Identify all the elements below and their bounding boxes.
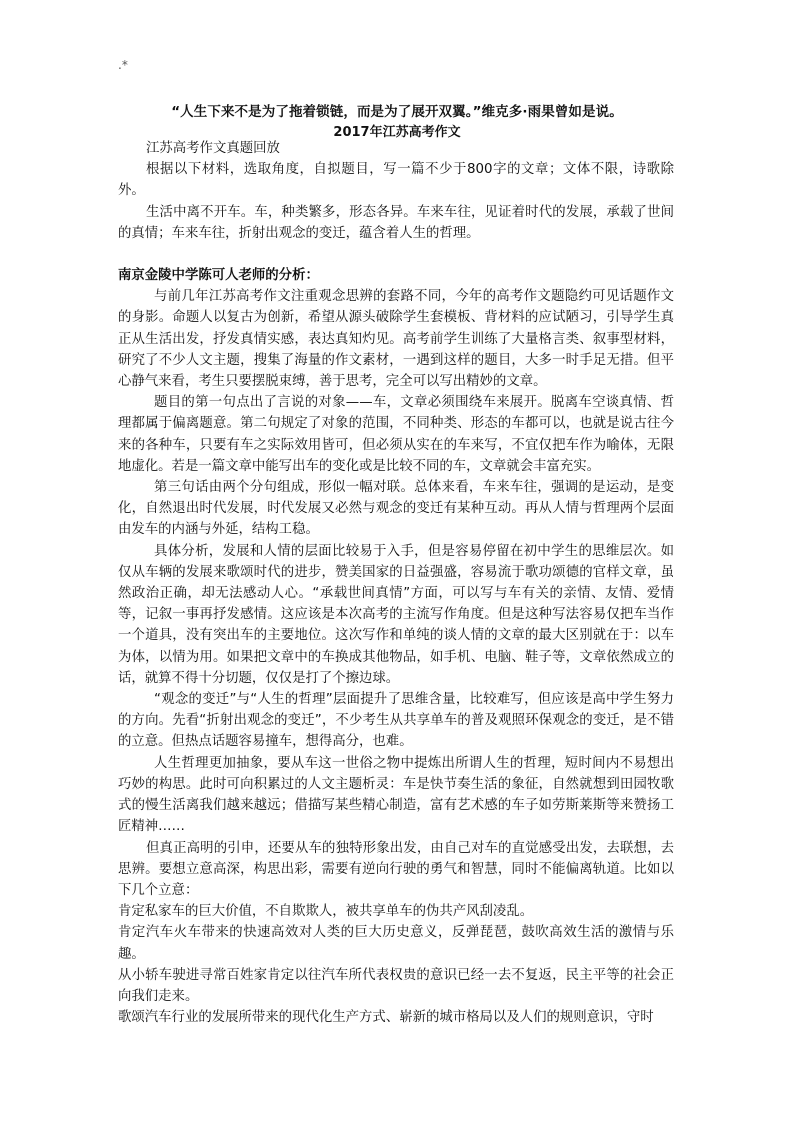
spacer: [118, 244, 674, 265]
idea-item: 从小轿车驶进寻常百姓家肯定以往汽车所代表权贵的意识已经一去不复返，民主平等的社会正向我们走来。: [118, 967, 674, 1004]
document-title: 2017年江苏高考作文: [333, 125, 461, 140]
corner-mark: .*: [118, 58, 128, 72]
analysis-paragraph: 但真正高明的引申，还要从车的独特形象出发，由自己对车的直觉感受出发，去联想，去思辨。要想立意高深，构思出彩，需要有逆向行驶的勇气和智慧，同时不能偏离轨道。比如以下几个立意：: [118, 840, 674, 898]
analysis-paragraph: 第三句话由两个分句组成，形似一幅对联。总体来看，车来车往，强调的是运动，是变化，自然退出时代发展，时代发展又必然与观念的变迁有某种互动。再从人情与哲理两个层面由发车的内涵与外延，结构工稳。: [118, 480, 674, 538]
analysis-paragraph: 题目的第一句点出了言说的对象——车，文章必须围绕车来展开。脱离车空谈真情、哲理都属于偏离题意。第二句规定了对象的范围，不同种类、形态的车都可以，也就是说古往今来的各种车，只要有车之实际效用皆可，但必须从实在的车来写，不宜仅把车作为喻体，无限地虚化。若是一篇文章中能写出车的变化或是比较不同的车，文章就会丰富充实。: [118, 395, 674, 474]
analysis-paragraph: 人生哲理更加抽象，要从车这一世俗之物中提炼出所谓人生的哲理，短时间内不易想出巧妙的构思。此时可向积累过的人文主题析灵：车是快节奏生活的象征，自然就想到田园牧歌式的慢生活离我们越来越远；借描写某些精心制造，富有艺术感的车子如劳斯莱斯等来赞扬工匠精神……: [118, 755, 674, 835]
analysis-paragraph: 具体分析，发展和人情的层面比较易于入手，但是容易停留在初中学生的思维层次。如仅从车辆的发展来歌颂时代的进步，赞美国家的日益强盛，容易流于歌功颂德的官样文章，虽然政治正确，却无法感动人心。“承载世间真情”方面，可以写与车有关的亲情、友情、爱情等，记叙一事再抒发感情。这应该是本次高考的主流写作角度。但是这种写法容易仅把车当作一个道具，没有突出车的主要地位。这次写作和单纯的谈人情的文章的最大区别就在于：以车为体，以情为用。如果把文章中的车换成其他物品，如手机、电脑、鞋子等，文章依然成立的话，就算不得十分切题，仅仅是打了个擦边球。: [118, 543, 674, 686]
idea-item: 肯定私家车的巨大价值，不自欺欺人，被共享单车的伪共产风刮凌乱。: [118, 904, 534, 920]
idea-item: 肯定汽车火车带来的快速高效对人类的巨大历史意义，反弹琵琶，鼓吹高效生活的激情与乐趣。: [118, 925, 674, 962]
section-subtitle: 江苏高考作文真题回放: [146, 141, 280, 156]
analysis-paragraph: “观念的变迁”与“人生的哲理”层面提升了思维含量，比较难写，但应该是高中学生努力的方向。先看“折射出观念的变迁”，不少考生从共享单车的普及观照环保观念的变迁，是不错的立意。但热点话题容易撞车，想得高分，也难。: [118, 692, 674, 750]
prompt-instructions: 根据以下材料，选取角度，自拟题目，写一篇不少于800字的文章；文体不限，诗歌除外。: [118, 162, 674, 199]
idea-item: 歌颂汽车行业的发展所带来的现代化生产方式、崭新的城市格局以及人们的规则意识，守时: [118, 1010, 654, 1026]
prompt-material: 生活中离不开车。车，种类繁多，形态各异。车来车往，见证着时代的发展，承载了世间的真情；车来车往，折射出观念的变迁，蕴含着人生的哲理。: [118, 204, 674, 241]
document-body: [118, 138, 674, 1028]
analysis-heading: 南京金陵中学陈可人老师的分析：: [118, 268, 319, 284]
analysis-paragraph: 与前几年江苏高考作文注重观念思辨的套路不同，今年的高考作文题隐约可见话题作文的身影。命题人以复古为创新，希望从源头破除学生套模板、背材料的应试陋习，引导学生真正从生活出发，抒发真情实感，表达真知灼见。高考前学生训练了大量格言类、叙事型材料，研究了不少人文主题，搜集了海量的作文素材，一遇到这样的题目，大多一时手足无措。但平心静气来看，考生只要摆脱束缚，善于思考，完全可以写出精妙的文章。: [118, 289, 674, 390]
epigraph-quote: “人生下来不是为了拖着锁链，而是为了展开双翼。”维克多·雨果曾如是说。: [171, 104, 623, 120]
